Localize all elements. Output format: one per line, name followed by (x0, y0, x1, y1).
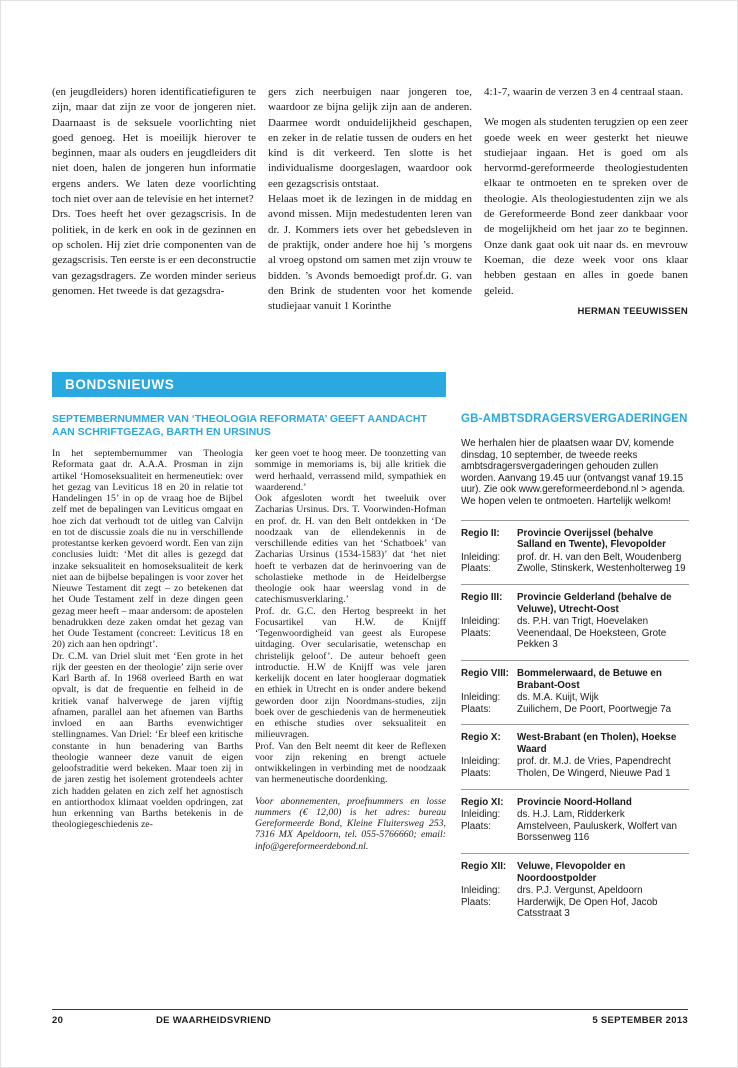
region-name: Provincie Gelderland (behalve de Veluwe), Utrecht-Oost (517, 591, 672, 615)
inleiding-row (461, 809, 689, 821)
paragraph: We mogen als studenten terugzien op een zeer goede week en weer gesterkt het nieuwe studiejaar ingaan. Het is goed om als hervormd-gereformeerde theologiestudenten elkaar te ontmoeten en te spreken over de theologie. Als theologiestudenten zijn we als de Gereformeerde Bond zeer dankbaar voor de mogelijkheid om het jaar zo te beginnen. Onze dank gaat ook uit naar ds. en mevrouw Koeman, die deze week voor ons klaar hebben gestaan en alles in goede banen geleid. (484, 116, 688, 297)
plaats-label: Plaats: (461, 820, 491, 832)
plaats-label: Plaats: (461, 768, 491, 780)
author-signature: HERMAN TEEUWISSEN (577, 305, 688, 317)
plaats-row (461, 563, 689, 575)
plaats-label: Plaats: (461, 563, 491, 575)
article-columns (52, 448, 446, 852)
subscription-footnote: Voor abonnementen, proefnummers en losse nummers (€ 12,00) is het adres: bureau Gereformeerde Bond, Kleine Fluitersweg 253, 7316 MX Apeldoorn, tel. 055-5766660; email: info@gereformeerdebond.nl. (255, 795, 446, 852)
plaats-value: Tholen, De Wingerd, Nieuwe Pad 1 (517, 768, 671, 780)
region-name: Veluwe, Flevopolder en Noordoostpolder (517, 861, 626, 884)
article-heading: SEPTEMBERNUMMER VAN ‘THEOLOGIA REFORMATA’ GEEFT AANDACHT AAN SCHRIFTGEZAG, BARTH EN URSINUS (52, 413, 427, 438)
region-label: Regio XII: (461, 861, 507, 873)
region-label: Regio XI: (461, 796, 504, 808)
publication-name: DE WAARHEIDSVRIEND (156, 1015, 272, 1026)
region-label: Regio II: (461, 527, 500, 539)
top-article-column-1 (52, 85, 256, 319)
inleiding-value: drs. P.J. Vergunst, Apeldoorn (517, 885, 643, 897)
plaats-row (461, 628, 689, 651)
article-column-2 (255, 448, 446, 852)
inleiding-value: ds. P.H. van Trigt, Hoevelaken (517, 616, 649, 628)
region-name: Bommelerwaard, de Betuwe en Brabant-Oost (517, 667, 662, 691)
inleiding-row (461, 552, 689, 564)
theologia-reformata-article (52, 413, 446, 852)
inleiding-value: ds. H.J. Lam, Ridderkerk (517, 809, 625, 821)
inleiding-label: Inleiding: (461, 756, 501, 768)
gb-ambtsdragersvergaderingen-section (461, 413, 689, 929)
plaats-label: Plaats: (461, 896, 491, 908)
region-block-regio-3 (461, 584, 689, 660)
region-block-regio-11 (461, 789, 689, 853)
region-header-row (461, 797, 689, 809)
paragraph: ker geen voet te hoog meer. De toonzetting van sommige in memoriams is, bij alle kritiek die werd herhaald, verrassend mild, sympathiek en waarderend.’ (255, 448, 446, 493)
inleiding-row (461, 885, 689, 897)
region-block-regio-12 (461, 853, 689, 929)
paragraph: Ook afgesloten wordt het tweeluik over Zacharias Ursinus. Drs. T. Voorwinden-Hofman en prof. dr. H. van den Belt ontdekken in ‘De noodzaak van de ellendekennis in de verschillende edities van het ‘Schatboek’ van Zacharias Ursinus (1534-1583)’ dat ‘het niet hoeft te verbazen dat de herinvoering van de scholastieke methode in de Heidelbergse theologie ook haar weerslag vond in de catechismusverklaring.’ (255, 493, 446, 606)
top-article-column-2 (268, 85, 472, 319)
page-footer (52, 1015, 688, 1029)
inleiding-label: Inleiding: (461, 692, 501, 704)
plaats-row (461, 821, 689, 844)
inleiding-value: prof. dr. M.J. de Vries, Papendrecht (517, 756, 671, 768)
region-header-row (461, 732, 689, 755)
paragraph: Drs. Toes heeft het over gezagscrisis. In de politiek, in de kerk en ook in de gezinnen en op scholen. Hij ziet drie componenten van de gezagscrisis. Ten eerste is er een deconstructie van gezagsdragers. Ze worden minder serieus genomen. Het tweede is dat gezagsdra- (52, 208, 256, 297)
region-label: Regio X: (461, 732, 501, 744)
paragraph: Helaas moet ik de lezingen in de middag en avond missen. Mijn medestudenten leren van dr. J. Kommers iets over het gebedsleven in de praktijk, onder andere hoe hij ’s morgens al vroeg opstond om samen met zijn vrouw te bidden. ’s Avonds bemoedigt prof.dr. G. van den Brink de studenten voor het komende studiejaar vanuit 1 Korinthe (268, 193, 472, 313)
plaats-value: Amstelveen, Pauluskerk, Wolfert van Borssenweg 116 (517, 820, 677, 844)
region-header-row (461, 668, 689, 691)
inleiding-label: Inleiding: (461, 616, 501, 628)
region-name: West-Brabant (en Tholen), Hoekse Waard (517, 732, 677, 755)
plaats-row (461, 897, 689, 920)
page-number: 20 (52, 1015, 64, 1026)
region-label: Regio III: (461, 591, 503, 603)
top-article (52, 85, 688, 319)
region-header-row (461, 861, 689, 884)
inleiding-label: Inleiding: (461, 551, 501, 563)
region-block-regio-8 (461, 660, 689, 724)
paragraph: gers zich neerbuigen naar jongeren toe, waardoor ze bijna gelijk zijn aan de anderen. Daarmee wordt onduidelijkheid geschapen, en zeker in de relatie tussen de ouders en het kind is dit verkeerd. Ten slotte is het individualisme doorgeslagen, waardoor ook een gezagscrisis ontstaat. (268, 86, 472, 190)
inleiding-label: Inleiding: (461, 809, 501, 821)
region-name: Provincie Overijssel (behalve Salland en Twente), Flevopolder (517, 527, 666, 551)
inleiding-label: Inleiding: (461, 885, 501, 897)
paragraph: Prof. Van den Belt neemt dit keer de Reflexen voor zijn rekening en brengt actuele ontwikkelingen in verbinding met de noodzaak van hermeneutische doordenking. (255, 740, 446, 786)
bondsnieuws-banner-label: BONDSNIEUWS (65, 377, 175, 392)
plaats-value: Zuilichem, De Poort, Poortwegje 7a (517, 703, 672, 715)
plaats-value: Zwolle, Stinskerk, Westenholterweg 19 (517, 563, 686, 575)
region-block-regio-2 (461, 520, 689, 584)
plaats-label: Plaats: (461, 703, 491, 715)
top-article-column-3 (484, 85, 688, 319)
bondsnieuws-banner (52, 372, 446, 397)
article-column-1 (52, 448, 243, 852)
inleiding-row (461, 616, 689, 628)
paragraph: (en jeugdleiders) horen identificatiefiguren te zijn, maar dat zijn ze voor de jongeren niet. Daarnaast is de seksuele voorlichting niet goed genoeg. Het is moeilijk hierover te beginnen, maar als ouders en jeugdleiders dit niet doen, halen de jongeren hun informatie ergens anders. We laten deze voorlichting toch niet over aan de televisie en het internet? (52, 86, 256, 206)
section-heading: GB-AMBTSDRAGERSVERGADERINGEN (461, 413, 688, 425)
plaats-label: Plaats: (461, 627, 491, 639)
paragraph: Dr. C.M. van Driel sluit met ‘Een grote in het rijk der geesten en der theologie’ zijn serie over Karl Barth af. In 1968 overleed Barth en wat opvalt, is dat de frequentie en felheid in de kritiek vanaf halverwege de jaren vijftig afnamen, parallel aan het afnemen van Barths invloed en aan Barths evenwichtiger stellingnames. Van Driel: ‘Er bleef een kritische constante in hun benadering van Barths theologie wanneer deze vanuit de eigen geloofstraditie werd bekeken. Maar toen zij in de jaren zestig het isolement grotendeels achter zich hadden gelaten en zich zelf het agnostisch en antiorthodox klimaat voelden opdringen, zat hun erkenning van Barths betekenis in de theologiegeschiedenis ze- (52, 650, 243, 831)
issue-date: 5 SEPTEMBER 2013 (592, 1015, 688, 1026)
inleiding-value: prof. dr. H. van den Belt, Woudenberg (517, 551, 682, 563)
paragraph: 4:1-7, waarin de verzen 3 en 4 centraal staan. (484, 86, 684, 98)
section-intro: We herhalen hier de plaatsen waar DV, komende dinsdag, 10 september, de tweede reeks ambtsdragersvergaderingen gehouden zullen worden. Aanvang 19.45 uur (ontvangst vanaf 19.15 uur). Zie ook www.gereformeerdebond.nl > agenda. We hopen velen te ontmoeten. Hartelijk welkom! (461, 438, 686, 507)
plaats-row (461, 704, 689, 716)
paragraph: In het septembernummer van Theologia Reformata gaat dr. A.A.A. Prosman in zijn artikel ‘Homoseksualiteit en hermeneutiek: over het gezag van Leviticus 18 en 20 in relatie tot Handelingen 15’ in op de vraag hoe de Bijbel zelf met de bepalingen van Leviticus omgaat en hoe zich dat verhoudt tot de uitleg van Calvijn en tot de discussie zoals die nu in verschillende protestantse kerken gevoerd wordt. Een van zijn conclusies luidt: ‘Met dit alles is gezegd dat inzake seksualiteit en homoseksualiteit de kerk niet aan de bijbelse bepalingen is voor zover het Nieuwe Testament dit zegt – zo betekenen dat het Oude Testament zelf in deze dingen geen gezag meer heeft – maar andersom: de apostelen benadrukken deze zaken omdat het gezag van het Oude Testament (concreet: Leviticus 18 en 20) zich aan hen opdringt’. (52, 448, 243, 651)
plaats-row (461, 768, 689, 780)
region-block-regio-10 (461, 724, 689, 788)
inleiding-value: ds. M.A. Kuijt, Wijk (517, 692, 599, 704)
region-name: Provincie Noord-Holland (517, 796, 632, 808)
region-header-row (461, 528, 689, 551)
region-header-row (461, 592, 689, 615)
inleiding-row (461, 692, 689, 704)
plaats-value: Harderwijk, De Open Hof, Jacob Catsstraat 3 (517, 896, 658, 920)
plaats-value: Veenendaal, De Hoeksteen, Grote Pekken 3 (517, 627, 667, 651)
region-label: Regio VIII: (461, 667, 509, 679)
inleiding-row (461, 756, 689, 768)
paragraph: Prof. dr. G.C. den Hertog bespreekt in het Focusartikel van H.W. de Knijff ‘Tegenwoordigheid van geest als Europese uitdaging. Over secularisatie, wetenschap en christelijk geloof’. De auteur behoeft geen introductie. H.W de Knijff was vele jaren kerkelijk docent en later hoogleraar dogmatiek en ethiek in Utrecht en is onder andere bekend geworden door zijn Noordmans-studies, zijn boek over de geschiedenis van de hermeneutiek en ethische studies over seksualiteit en milieuvragen. (255, 605, 446, 741)
footer-divider (52, 1009, 688, 1010)
